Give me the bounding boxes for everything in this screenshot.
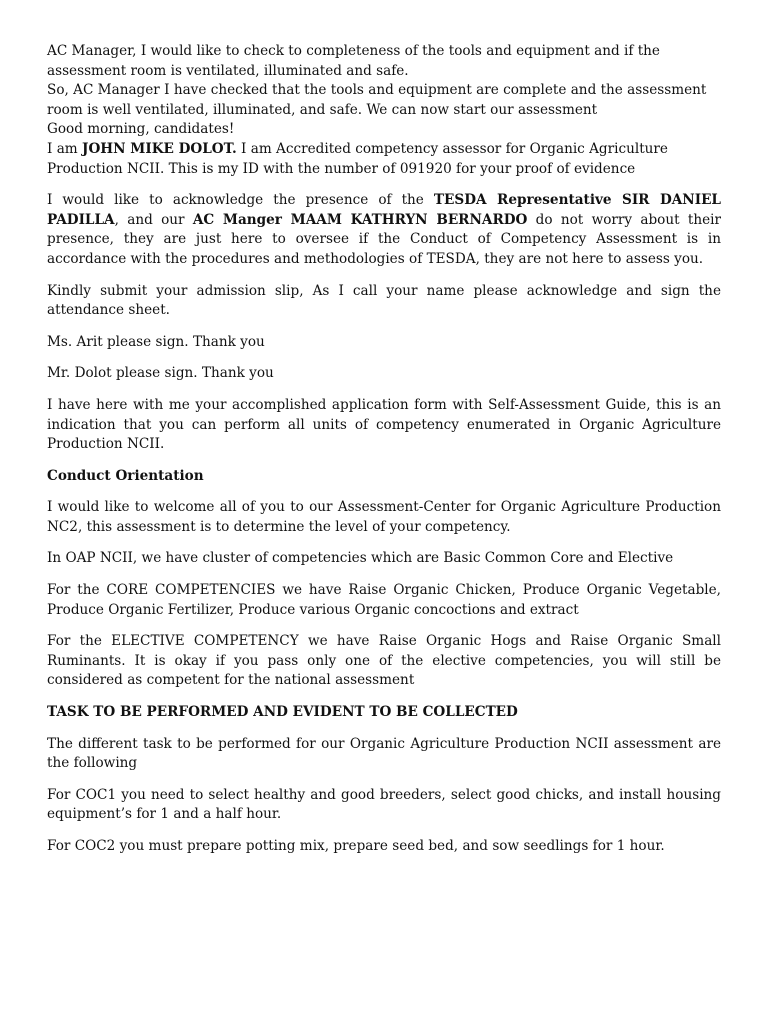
application-paragraph: I have here with me your accomplished application form with Self-Assessment Guide, this is an indication that you can perform all units of competency enumerated in Organic Agriculture Production NCII. [47, 396, 721, 453]
tasks-intro-paragraph: The different task to be performed for our Organic Agriculture Production NCII assessment are the following [47, 735, 721, 772]
intro-suffix: I am Accredited competency assessor for Organic Agriculture Production NCII. This is my ID with the number of 091920 for your proof of evidence [47, 140, 668, 177]
document-page [47, 42, 721, 857]
opening-line-1: AC Manager, I would like to check to completeness of the tools and equipment and if the assessment room is ventilated, illuminated and safe. [47, 43, 660, 79]
elective-competency-paragraph: For the ELECTIVE COMPETENCY we have Raise Organic Hogs and Raise Organic Small Ruminants. It is okay if you pass only one of the elective competencies, you will still be considered as competent for the national assessment [47, 633, 721, 689]
section-heading-orientation: Conduct Orientation [47, 467, 204, 484]
assessor-name: JOHN MIKE DOLOT. [82, 140, 237, 157]
welcome-paragraph: I would like to welcome all of you to our Assessment-Center for Organic Agriculture Production NC2, this assessment is to determine the level of your competency. [47, 499, 721, 535]
greeting: Good morning, candidates! [47, 121, 235, 138]
assessor-introduction [47, 140, 721, 179]
section-heading-tasks: TASK TO BE PERFORMED AND EVIDENT TO BE COLLECTED [47, 704, 518, 721]
coc2-paragraph: For COC2 you must prepare potting mix, prepare seed bed, and sow seedlings for 1 hour. [47, 838, 665, 854]
cluster-paragraph: In OAP NCII, we have cluster of competencies which are Basic Common Core and Elective [47, 550, 674, 567]
ack-part-b: , and our [114, 211, 193, 228]
tesda-representative: TESDA Representative SIR DANIEL PADILLA [47, 192, 721, 228]
intro-prefix: I am [47, 140, 83, 157]
acknowledge-paragraph [47, 191, 721, 269]
sign-line-1: Ms. Arit please sign. Thank you [47, 333, 265, 350]
core-competencies-paragraph: For the CORE COMPETENCIES we have Raise Organic Chicken, Produce Organic Vegetable, Produce Organic Fertilizer, Produce various Organic concoctions and extract [47, 582, 721, 618]
sign-line-2: Mr. Dolot please sign. Thank you [47, 365, 274, 382]
ack-part-c: do not worry about their presence, they are just here to oversee if the Conduct of Competency Assessment is in accordance with the procedures and methodologies of TESDA, they are not here to assess you. [47, 211, 721, 267]
admission-paragraph: Kindly submit your admission slip, As I call your name please acknowledge and sign the attendance sheet. [47, 282, 721, 319]
coc1-paragraph: For COC1 you need to select healthy and good breeders, select good chicks, and install housing equipment’s for 1 and a half hour. [47, 786, 721, 823]
ac-manager-name: AC Manger MAAM KATHRYN BERNARDO [192, 211, 528, 228]
opening-line-2: So, AC Manager I have checked that the tools and equipment are complete and the assessment room is well ventilated, illuminated, and safe. We can now start our assessment [47, 82, 707, 118]
ack-part-a: I would like to acknowledge the presence of the [47, 192, 434, 209]
